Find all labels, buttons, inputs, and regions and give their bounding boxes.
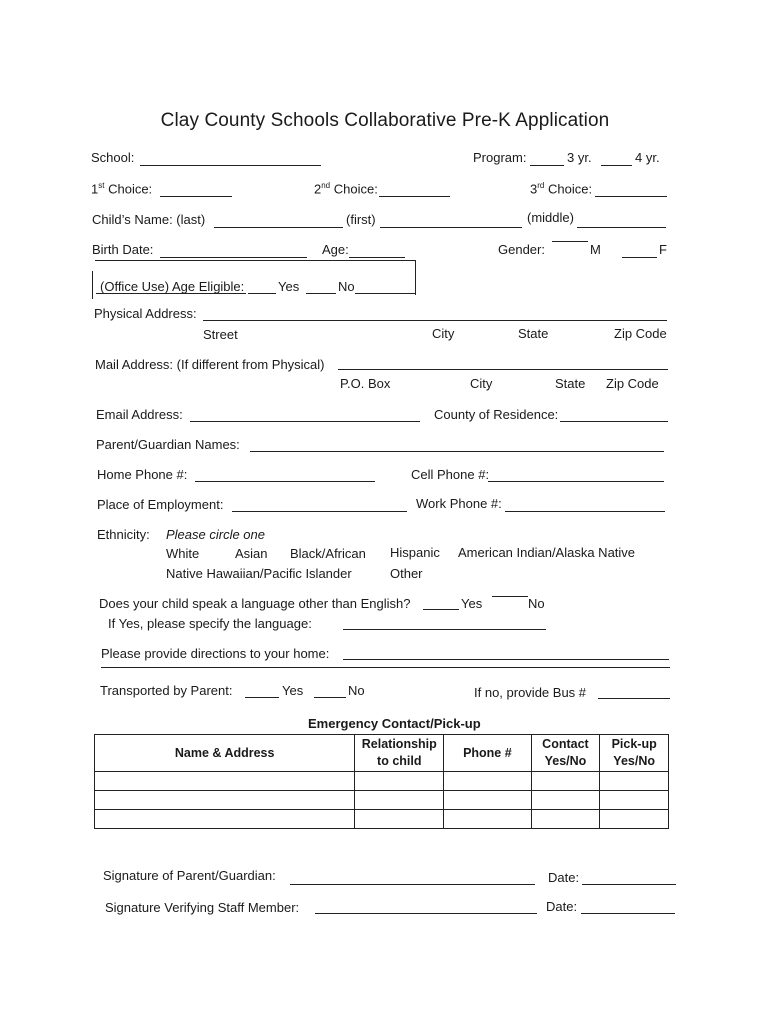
child-middle-name-label: (middle) xyxy=(527,210,574,225)
third-choice-text: Choice: xyxy=(547,181,593,197)
office-use-no-field[interactable] xyxy=(306,293,336,294)
col-relationship-line2: to child xyxy=(377,754,422,768)
col-relationship xyxy=(355,735,444,772)
second-choice-sup: nd xyxy=(321,181,331,190)
bus-label: If no, provide Bus # xyxy=(474,685,587,700)
ethnicity-option-hispanic[interactable]: Hispanic xyxy=(390,545,440,560)
col-pickup-line2: Yes/No xyxy=(613,754,655,768)
language-question: Does your child speak a language other than English? xyxy=(99,596,411,611)
cell-relationship[interactable] xyxy=(355,772,444,791)
cell-contact[interactable] xyxy=(531,772,600,791)
mail-zip-label: Zip Code xyxy=(606,376,659,391)
parent-names-field[interactable] xyxy=(250,451,664,452)
table-row xyxy=(95,810,669,829)
gender-m-field[interactable] xyxy=(552,241,588,242)
email-field[interactable] xyxy=(190,421,420,422)
staff-date-field[interactable] xyxy=(581,913,675,914)
birth-date-field[interactable] xyxy=(160,257,307,258)
ethnicity-option-asian[interactable]: Asian xyxy=(235,546,268,561)
parent-names-label: Parent/Guardian Names: xyxy=(96,437,240,452)
mail-city-label: City xyxy=(470,376,493,391)
parent-date-label: Date: xyxy=(548,870,580,885)
parent-signature-label: Signature of Parent/Guardian: xyxy=(103,868,276,883)
gender-m-label: M xyxy=(590,242,601,257)
cell-phone[interactable] xyxy=(444,810,531,829)
birth-date-label: Birth Date: xyxy=(92,242,154,257)
language-yes-field[interactable] xyxy=(423,609,459,610)
first-choice-num: 1 xyxy=(91,181,99,197)
cell-pickup[interactable] xyxy=(600,791,669,810)
office-use-no-label: No xyxy=(338,279,355,294)
third-choice-sup: rd xyxy=(537,181,545,190)
col-phone: Phone # xyxy=(444,735,531,772)
program-3yr-field[interactable] xyxy=(530,165,564,166)
cell-pickup[interactable] xyxy=(600,810,669,829)
ethnicity-option-black[interactable]: Black/African xyxy=(290,546,366,561)
office-use-bracket xyxy=(92,271,97,299)
program-4yr-field[interactable] xyxy=(601,165,632,166)
gender-f-label: F xyxy=(659,242,667,257)
cell-pickup[interactable] xyxy=(600,772,669,791)
child-last-name-field[interactable] xyxy=(214,227,343,228)
language-yes-label: Yes xyxy=(461,596,483,611)
employment-field[interactable] xyxy=(232,511,407,512)
transport-yes-field[interactable] xyxy=(245,697,279,698)
staff-signature-label: Signature Verifying Staff Member: xyxy=(105,900,300,915)
col-relationship-line1: Relationship xyxy=(361,737,437,751)
mail-address-label: Mail Address: (If different from Physical) xyxy=(95,357,325,372)
cell-name[interactable] xyxy=(95,772,355,791)
physical-zip-label: Zip Code xyxy=(614,326,667,341)
emergency-header-row xyxy=(95,735,669,772)
home-phone-field[interactable] xyxy=(195,481,375,482)
directions-field-2[interactable] xyxy=(101,667,670,668)
physical-address-field[interactable] xyxy=(203,320,667,321)
physical-street-label: Street xyxy=(203,327,238,342)
transport-no-field[interactable] xyxy=(314,697,346,698)
office-use-yes-label: Yes xyxy=(278,279,300,294)
third-choice-label xyxy=(530,181,592,196)
second-choice-label xyxy=(314,181,378,196)
child-first-name-label: (first) xyxy=(346,212,376,227)
col-contact-line1: Contact xyxy=(542,737,589,751)
cell-contact[interactable] xyxy=(531,791,600,810)
office-use-underline xyxy=(96,293,246,294)
age-label: Age: xyxy=(322,242,349,257)
cell-name[interactable] xyxy=(95,810,355,829)
col-pickup xyxy=(600,735,669,772)
table-row xyxy=(95,791,669,810)
email-label: Email Address: xyxy=(96,407,183,422)
employment-label: Place of Employment: xyxy=(97,497,224,512)
physical-address-label: Physical Address: xyxy=(94,306,197,321)
parent-signature-field[interactable] xyxy=(290,884,535,885)
second-choice-num: 2 xyxy=(314,181,322,197)
school-label: School: xyxy=(91,150,135,165)
first-choice-label xyxy=(91,181,152,196)
directions-field-1[interactable] xyxy=(343,659,669,660)
page-title: Clay County Schools Collaborative Pre-K Application xyxy=(160,110,610,131)
ethnicity-option-hawaiian[interactable]: Native Hawaiian/Pacific Islander xyxy=(166,566,352,581)
bus-field[interactable] xyxy=(598,698,670,699)
language-no-field[interactable] xyxy=(492,596,528,597)
cell-phone[interactable] xyxy=(444,791,531,810)
first-choice-text: Choice: xyxy=(108,181,153,197)
cell-phone[interactable] xyxy=(444,772,531,791)
ethnicity-option-white[interactable]: White xyxy=(166,546,200,561)
ethnicity-option-other[interactable]: Other xyxy=(390,566,423,581)
physical-state-label: State xyxy=(518,326,549,341)
child-last-name-label: Child’s Name: (last) xyxy=(92,212,206,227)
gender-label: Gender: xyxy=(498,242,545,257)
office-use-label: (Office Use) Age Eligible: xyxy=(100,279,245,294)
home-phone-label: Home Phone #: xyxy=(97,467,188,482)
work-phone-label: Work Phone #: xyxy=(416,496,502,511)
child-middle-name-field[interactable] xyxy=(577,227,666,228)
mail-state-label: State xyxy=(555,376,586,391)
mail-address-field[interactable] xyxy=(338,369,668,370)
third-choice-field[interactable] xyxy=(595,196,667,197)
first-choice-field[interactable] xyxy=(160,196,232,197)
gender-f-field[interactable] xyxy=(622,257,657,258)
language-specify-label: If Yes, please specify the language: xyxy=(108,616,312,631)
school-field[interactable] xyxy=(140,165,321,166)
transport-yes-label: Yes xyxy=(282,683,304,698)
program-label: Program: xyxy=(473,150,527,165)
first-choice-sup: st xyxy=(98,181,105,190)
transport-no-label: No xyxy=(348,683,365,698)
col-name-address: Name & Address xyxy=(95,735,355,772)
age-field[interactable] xyxy=(349,257,405,258)
col-contact xyxy=(531,735,600,772)
language-no-label: No xyxy=(528,596,545,611)
work-phone-field[interactable] xyxy=(505,511,665,512)
col-contact-line2: Yes/No xyxy=(544,754,587,768)
ethnicity-option-american-indian[interactable]: American Indian/Alaska Native xyxy=(458,545,636,560)
county-field[interactable] xyxy=(560,421,668,422)
directions-label: Please provide directions to your home: xyxy=(101,646,330,661)
physical-city-label: City xyxy=(432,326,455,341)
cell-name[interactable] xyxy=(95,791,355,810)
emergency-contact-table xyxy=(94,734,669,829)
ethnicity-label: Ethnicity: xyxy=(97,527,150,542)
child-first-name-field[interactable] xyxy=(380,227,522,228)
cell-relationship[interactable] xyxy=(355,810,444,829)
cell-phone-label: Cell Phone #: xyxy=(411,467,490,482)
cell-phone-field[interactable] xyxy=(488,481,664,482)
language-specify-field[interactable] xyxy=(343,629,546,630)
third-choice-num: 3 xyxy=(530,181,538,197)
program-4yr-label: 4 yr. xyxy=(635,150,660,165)
second-choice-field[interactable] xyxy=(379,196,450,197)
transport-label: Transported by Parent: xyxy=(100,683,233,698)
cell-relationship[interactable] xyxy=(355,791,444,810)
county-label: County of Residence: xyxy=(434,407,559,422)
staff-date-label: Date: xyxy=(546,899,578,914)
cell-contact[interactable] xyxy=(531,810,600,829)
ethnicity-instruction: Please circle one xyxy=(166,527,265,542)
office-use-yes-field[interactable] xyxy=(248,293,276,294)
col-pickup-line1: Pick-up xyxy=(611,737,657,751)
staff-signature-field[interactable] xyxy=(315,913,537,914)
mail-pobox-label: P.O. Box xyxy=(340,376,391,391)
program-3yr-label: 3 yr. xyxy=(567,150,592,165)
emergency-title: Emergency Contact/Pick-up xyxy=(308,716,481,731)
second-choice-text: Choice: xyxy=(333,181,378,197)
office-use-underline-right xyxy=(355,293,415,294)
parent-date-field[interactable] xyxy=(582,884,676,885)
table-row xyxy=(95,772,669,791)
